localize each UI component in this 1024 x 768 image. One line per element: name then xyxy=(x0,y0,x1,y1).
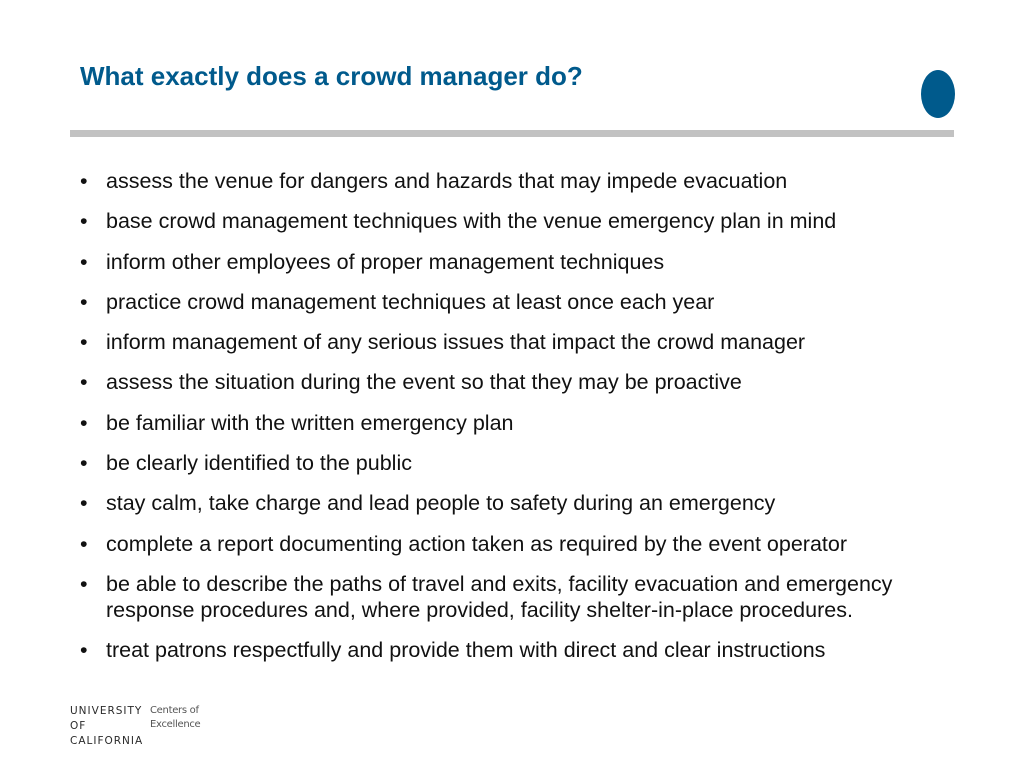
bullet-item xyxy=(80,637,960,663)
bullet-text: stay calm, take charge and lead people to safety during an emergency xyxy=(106,491,776,516)
bullet-text: be able to describe the paths of travel and exits, facility evacuation and emergency response procedures and, where provided, facility shelter-in-place procedures. xyxy=(106,571,893,622)
logo-line: OF xyxy=(70,720,87,732)
bullet-item xyxy=(80,289,960,315)
logo-line: UNIVERSITY xyxy=(70,705,143,717)
bullet-icon: • xyxy=(80,638,88,663)
university-of-california-logo xyxy=(70,704,143,749)
bullet-text: assess the venue for dangers and hazards that may impede evacuation xyxy=(106,169,788,193)
bullet-icon: • xyxy=(80,571,88,596)
centers-of-excellence-logo xyxy=(150,704,200,732)
bullet-text: inform other employees of proper management techniques xyxy=(106,249,665,274)
bullet-item xyxy=(80,369,960,395)
title-divider xyxy=(70,130,954,137)
bullet-text: be familiar with the written emergency plan xyxy=(106,410,514,435)
logo-line: Excellence xyxy=(150,719,201,730)
bullet-item xyxy=(80,168,960,194)
bullet-text: assess the situation during the event so that they may be proactive xyxy=(106,370,742,395)
bullet-item xyxy=(80,410,960,436)
logo-line: Centers of xyxy=(150,705,199,716)
bullet-text: practice crowd management techniques at least once each year xyxy=(106,289,715,314)
bullet-item xyxy=(80,450,960,476)
bullet-icon: • xyxy=(80,370,88,395)
title-accent-dot xyxy=(921,70,955,118)
bullet-text: base crowd management techniques with the venue emergency plan in mind xyxy=(106,209,837,234)
bullet-item xyxy=(80,249,960,275)
bullet-icon: • xyxy=(80,491,88,516)
bullet-text: complete a report documenting action taken as required by the event operator xyxy=(106,531,848,556)
bullet-icon: • xyxy=(80,249,88,274)
bullet-item xyxy=(80,490,960,516)
bullet-text: inform management of any serious issues that impact the crowd manager xyxy=(106,330,806,355)
logo-line: CALIFORNIA xyxy=(70,735,144,747)
bullet-item xyxy=(80,531,960,557)
bullet-item xyxy=(80,571,960,623)
bullet-icon: • xyxy=(80,531,88,556)
bullet-item xyxy=(80,208,960,234)
bullet-text: treat patrons respectfully and provide them with direct and clear instructions xyxy=(106,638,826,663)
bullet-list xyxy=(80,168,960,663)
bullet-icon: • xyxy=(80,289,88,314)
bullet-icon: • xyxy=(80,451,88,476)
bullet-icon: • xyxy=(80,330,88,355)
bullet-icon: • xyxy=(80,209,88,234)
bullet-icon: • xyxy=(80,169,88,193)
bullet-item xyxy=(80,329,960,355)
slide-title: What exactly does a crowd manager do? xyxy=(80,61,583,91)
bullet-icon: • xyxy=(80,410,88,435)
bullet-text: be clearly identified to the public xyxy=(106,451,412,476)
